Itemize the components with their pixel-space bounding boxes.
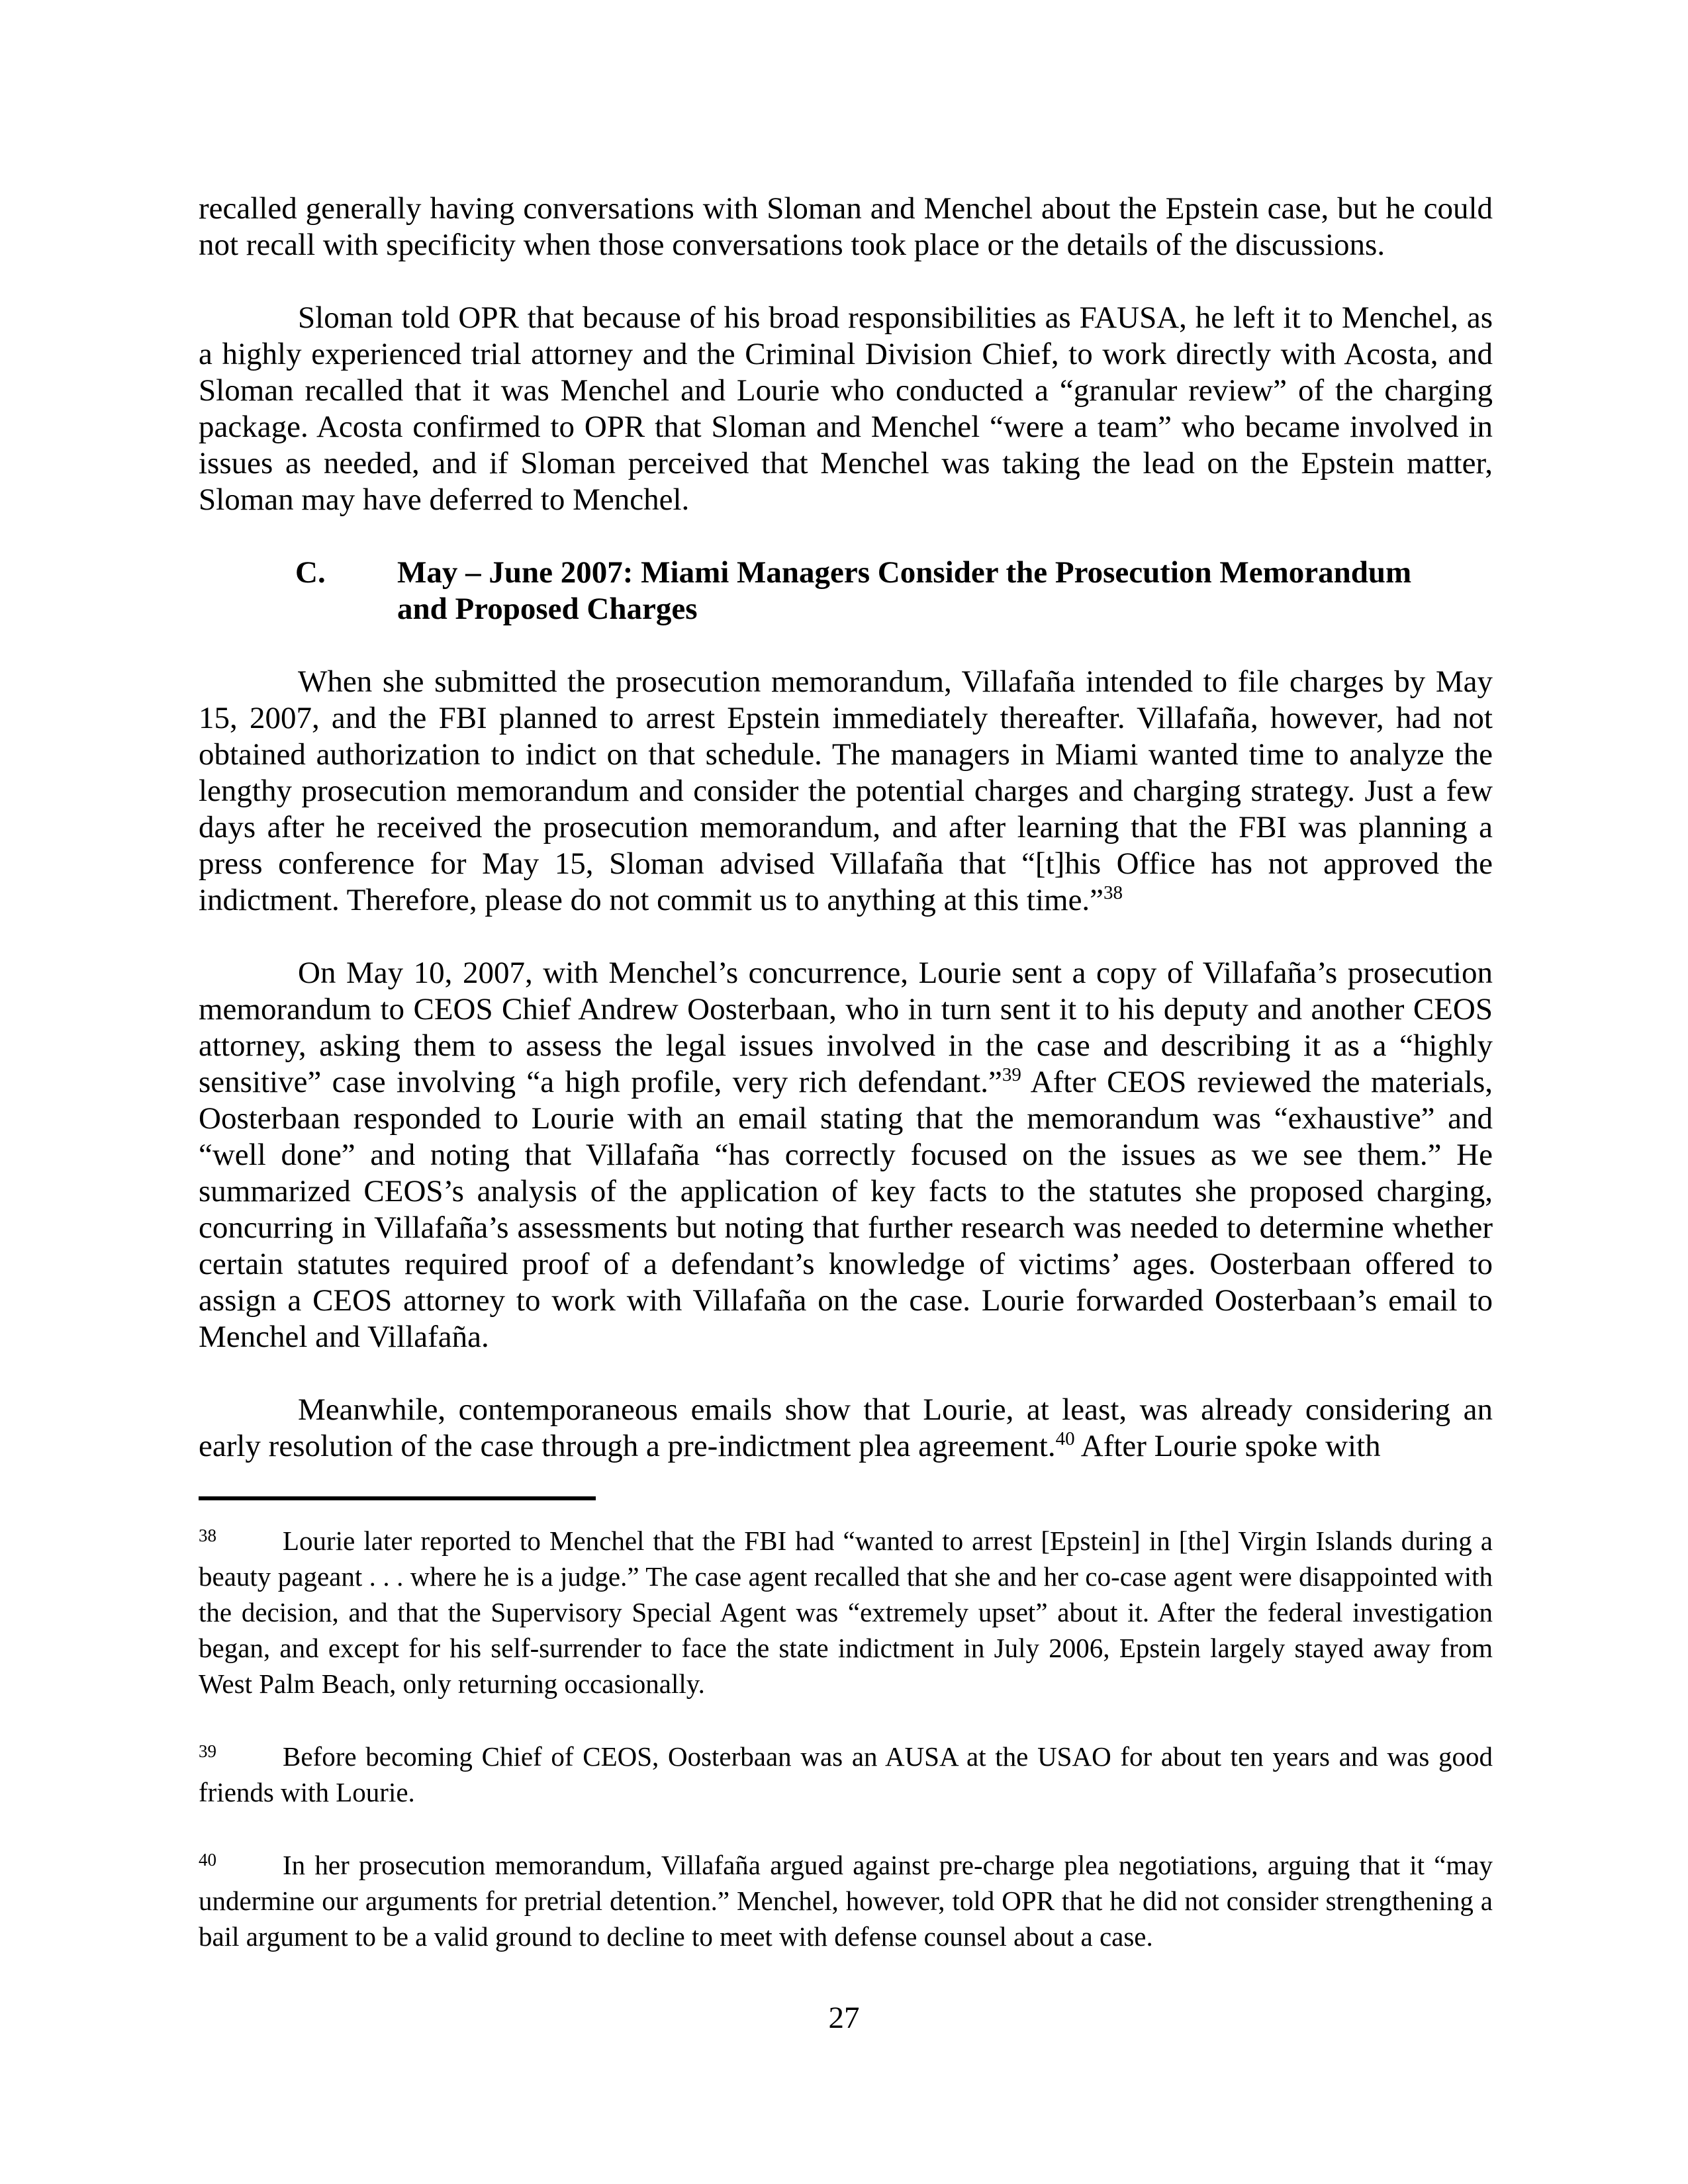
footnote-separator xyxy=(199,1496,596,1500)
paragraph-text: When she submitted the prosecution memorandum, Villafaña intended to file charges by May 15, 2007, and the FBI planned to arrest Epstein immediately thereafter. Villafaña, however, had not obtained authorization to indict on that schedule. The managers in Miami wanted time to analyze the lengthy prosecution memorandum and consider the potential charges and charging strategy. Just a few days after he received the prosecution memorandum, and after learning that the FBI was planning a press conference for May 15, Sloman advised Villafaña that “[t]his Office has not approved the indictment. Therefore, please do not commit us to anything at this time.” xyxy=(199,664,1493,917)
footnote-text: Lourie later reported to Menchel that the FBI had “wanted to arrest [Epstein] in [the] Virgin Islands during a beauty pageant . . . where he is a judge.” The case agent recalled that she and her co-case agent were disappointed with the decision, and that the Supervisory Special Agent was “extremely upset” about it. After the federal investigation began, and except for his self-surrender to face the state indictment in July 2006, Epstein largely stayed away from West Palm Beach, only returning occasionally. xyxy=(199,1525,1493,1699)
section-letter: C. xyxy=(295,555,326,590)
footnote-ref-38: 38 xyxy=(1103,882,1123,903)
page-number: 27 xyxy=(828,2001,860,2035)
paragraph-sloman-told-opr: Sloman told OPR that because of his broad responsibilities as FAUSA, he left it to Menchel, as a highly experienced trial attorney and the Criminal Division Chief, to work directly with Acosta, and Sloman recalled that it was Menchel and Lourie who conducted a “granular review” of the charging package. Acosta confirmed to OPR that Sloman and Menchel “were a team” who became involved in issues as needed, and if Sloman perceived that Menchel was taking the lead on the Epstein matter, Sloman may have deferred to Menchel. xyxy=(199,300,1493,517)
footnote-40 xyxy=(199,1847,1493,1954)
paragraph-when-submitted xyxy=(199,664,1493,919)
paragraph-meanwhile xyxy=(199,1392,1493,1465)
paragraph-may-10 xyxy=(199,955,1493,1355)
footnote-text: Before becoming Chief of CEOS, Oosterbaan was an AUSA at the USAO for about ten years and was good friends with Lourie. xyxy=(199,1741,1493,1807)
footnote-number: 39 xyxy=(199,1741,216,1761)
footnote-text: In her prosecution memorandum, Villafaña argued against pre-charge plea negotiations, arguing that it “may undermine our arguments for pretrial detention.” Menchel, however, told OPR that he did not consider strengthening a bail argument to be a valid ground to decline to meet with defense counsel about a case. xyxy=(199,1850,1493,1952)
section-title: May – June 2007: Miami Managers Consider the Prosecution Memorandum and Proposed Charges xyxy=(397,555,1412,626)
paragraph-text: After Lourie spoke with xyxy=(1074,1429,1381,1463)
paragraph-continuation: recalled generally having conversations with Sloman and Menchel about the Epstein case, but he could not recall with specificity when those conversations took place or the details of the discussions. xyxy=(199,191,1493,262)
paragraph-text: On May 10, 2007, with Menchel’s concurrence, Lourie sent a copy of Villafaña’s prosecution memorandum to CEOS Chief Andrew Oosterbaan, who in turn sent it to his deputy and another CEOS attorney, asking them to assess the legal issues involved in the case and describing it as a “highly sensitive” case involving “a high profile, very rich defendant.” xyxy=(199,956,1493,1099)
footnote-number: 38 xyxy=(199,1525,216,1545)
footnote-ref-39: 39 xyxy=(1002,1064,1021,1085)
footnote-number: 40 xyxy=(199,1850,216,1870)
paragraph-text: After CEOS reviewed the materials, Oosterbaan responded to Lourie with an email stating that the memorandum was “exhaustive” and “well done” and noting that Villafaña “has correctly focused on the issues as we see them.” He summarized CEOS’s analysis of the application of key facts to the statutes she proposed charging, concurring in Villafaña’s assessments but noting that further research was needed to determine whether certain statutes required proof of a defendant’s knowledge of victims’ ages. Oosterbaan offered to assign a CEOS attorney to work with Villafaña on the case. Lourie forwarded Oosterbaan’s email to Menchel and Villafaña. xyxy=(199,1065,1493,1354)
section-heading xyxy=(199,555,1493,627)
footnote-38 xyxy=(199,1523,1493,1702)
footnote-39 xyxy=(199,1739,1493,1810)
paragraph-text: Meanwhile, contemporaneous emails show that Lourie, at least, was already considering an early resolution of the case through a pre-indictment plea agreement. xyxy=(199,1392,1493,1463)
footnote-ref-40: 40 xyxy=(1055,1428,1075,1449)
